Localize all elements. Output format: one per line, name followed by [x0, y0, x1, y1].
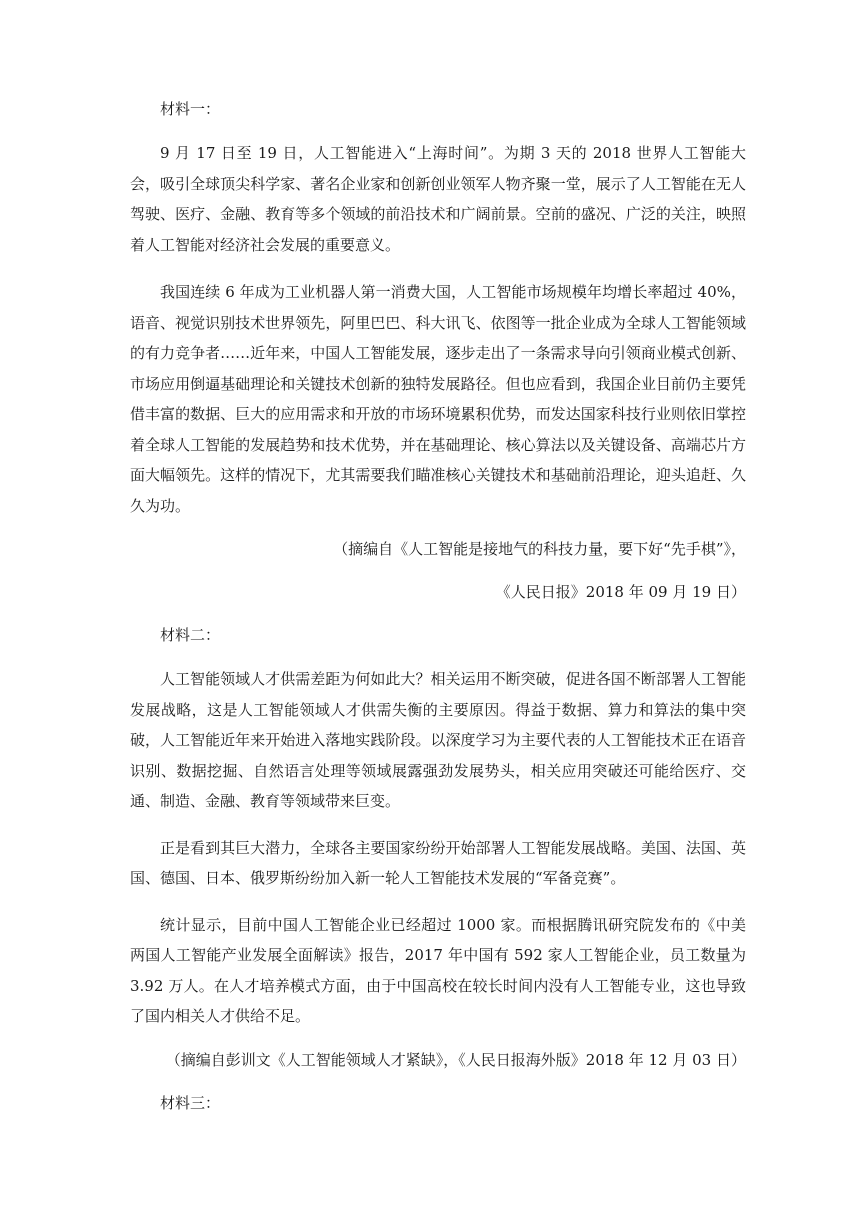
- material1-paragraph-2: 我国连续 6 年成为工业机器人第一消费大国，人工智能市场规模年均增长率超过 40%，语音、视觉识别技术世界领先，阿里巴巴、科大讯飞、依图等一批企业成为全球人工智能领域的有力竞争者……近年来，中国人工智能发展，逐步走出了一条需求导向引领商业模式创新、市场应用倒逼基础理论和关键技术创新的独特发展路径。但也应看到，我国企业目前仍主要凭借丰富的数据、巨大的应用需求和开放的市场环境累积优势，而发达国家科技行业则依旧掌控着全球人工智能的发展趋势和技术优势，并在基础理论、核心算法以及关键设备、高端芯片方面大幅领先。这样的情况下，尤其需要我们瞄准核心关键技术和基础前沿理论，迎头追赶、久久为功。: [130, 283, 746, 515]
- material2-paragraph-1: 人工智能领域人才供需差距为何如此大？相关运用不断突破，促进各国不断部署人工智能发展战略，这是人工智能领域人才供需失衡的主要原因。得益于数据、算力和算法的集中突破，人工智能近年来开始进入落地实践阶段。以深度学习为主要代表的人工智能技术正在语音识别、数据挖掘、自然语言处理等领域展露强劲发展势头，相关应用突破还可能给医疗、交通、制造、金融、教育等领域带来巨变。: [130, 670, 746, 810]
- material3-heading: 材料三：: [160, 1093, 221, 1112]
- material1-heading: 材料一：: [160, 100, 221, 118]
- material2-heading: 材料二：: [160, 626, 221, 644]
- material1-source-line-2: 《人民日报》2018 年 09 月 19 日）: [495, 583, 746, 601]
- material1-paragraph-1: 9 月 17 日至 19 日，人工智能进入“上海时间”。为期 3 天的 2018 世界人工智能大会，吸引全球顶尖科学家、著名企业家和创新创业领军人物齐聚一堂，展示了人工智能在无人驾驶、医疗、金融、教育等多个领域的前沿技术和广阔前景。空前的盛况、广泛的关注，映照着人工智能对经济社会发展的重要意义。: [130, 144, 746, 254]
- material2-paragraph-3: 统计显示，目前中国人工智能企业已经超过 1000 家。而根据腾讯研究院发布的《中美两国人工智能产业发展全面解读》报告，2017 年中国有 592 家人工智能企业，员工数量为 3.92 万人。在人才培养模式方面，由于中国高校在较长时间内没有人工智能专业，这也导致了国内相关人才供给不足。: [130, 915, 746, 1025]
- material2-source: （摘编自彭训文《人工智能领域人才紧缺》，《人民日报海外版》2018 年 12 月 03 日）: [165, 1050, 746, 1069]
- material1-source-line-1: （摘编自《人工智能是接地气的科技力量，要下好“先手棋”》，: [333, 540, 746, 558]
- material2-paragraph-2: 正是看到其巨大潜力，全球各主要国家纷纷开始部署人工智能发展战略。美国、法国、英国、德国、日本、俄罗斯纷纷加入新一轮人工智能技术发展的“军备竞赛”。: [130, 838, 746, 887]
- document-page: [130, 96, 746, 1116]
